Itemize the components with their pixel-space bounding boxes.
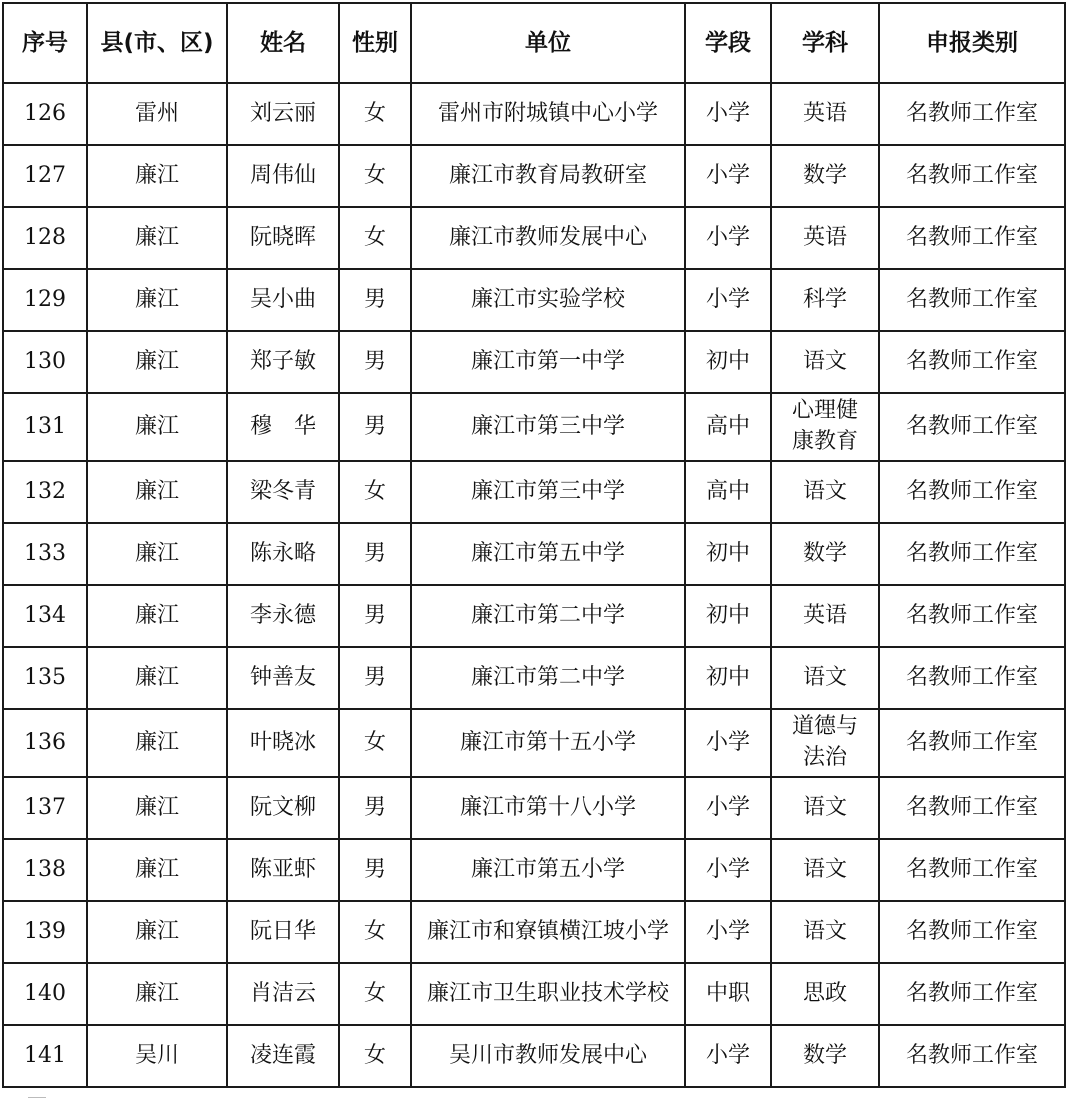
category-cell: 名教师工作室 — [879, 839, 1065, 901]
row-number-cell: 137 — [3, 777, 87, 839]
name-cell: 阮晓晖 — [227, 207, 339, 269]
row-number-cell: 133 — [3, 523, 87, 585]
category-cell: 名教师工作室 — [879, 523, 1065, 585]
table-row — [3, 585, 1065, 647]
category-cell: 名教师工作室 — [879, 393, 1065, 461]
row-number-cell: 131 — [3, 393, 87, 461]
category-cell: 名教师工作室 — [879, 269, 1065, 331]
name-cell: 梁冬青 — [227, 461, 339, 523]
subject-line: 语文 — [802, 856, 847, 882]
row-number-cell: 139 — [3, 901, 87, 963]
table-body — [3, 83, 1065, 1087]
name-cell: 阮日华 — [227, 901, 339, 963]
unit-cell: 廉江市第五小学 — [411, 839, 685, 901]
subject-line: 语文 — [802, 794, 847, 820]
name-cell: 钟善友 — [227, 647, 339, 709]
stage-cell: 小学 — [685, 709, 771, 777]
gender-cell: 女 — [339, 83, 411, 145]
row-number-cell: 136 — [3, 709, 87, 777]
subject-cell — [771, 523, 879, 585]
row-number-cell: 138 — [3, 839, 87, 901]
county-cell: 廉江 — [87, 585, 227, 647]
category-cell: 名教师工作室 — [879, 647, 1065, 709]
header-category: 申报类别 — [879, 3, 1065, 83]
category-cell: 名教师工作室 — [879, 963, 1065, 1025]
name-cell: 陈永略 — [227, 523, 339, 585]
county-cell: 廉江 — [87, 647, 227, 709]
name-cell: 刘云丽 — [227, 83, 339, 145]
gender-cell: 男 — [339, 647, 411, 709]
table-row — [3, 647, 1065, 709]
subject-cell — [771, 777, 879, 839]
name-cell: 郑子敏 — [227, 331, 339, 393]
county-cell: 廉江 — [87, 145, 227, 207]
category-cell: 名教师工作室 — [879, 585, 1065, 647]
stage-cell: 高中 — [685, 393, 771, 461]
subject-line: 道德与 — [791, 714, 858, 740]
gender-cell: 女 — [339, 461, 411, 523]
header-row — [3, 3, 1065, 83]
unit-cell: 廉江市第十八小学 — [411, 777, 685, 839]
page-edge-mark — [28, 1097, 46, 1102]
unit-cell: 廉江市第二中学 — [411, 647, 685, 709]
gender-cell: 女 — [339, 709, 411, 777]
table-row — [3, 901, 1065, 963]
roster-table — [2, 2, 1066, 1088]
unit-cell: 廉江市教育局教研室 — [411, 145, 685, 207]
table-row — [3, 963, 1065, 1025]
table-row — [3, 1025, 1065, 1087]
name-cell: 穆 华 — [227, 393, 339, 461]
row-number-cell: 135 — [3, 647, 87, 709]
stage-cell: 小学 — [685, 1025, 771, 1087]
county-cell: 廉江 — [87, 269, 227, 331]
unit-cell: 廉江市第二中学 — [411, 585, 685, 647]
name-cell: 陈亚虾 — [227, 839, 339, 901]
table-row — [3, 331, 1065, 393]
table-row — [3, 839, 1065, 901]
category-cell: 名教师工作室 — [879, 331, 1065, 393]
stage-cell: 初中 — [685, 523, 771, 585]
category-cell: 名教师工作室 — [879, 461, 1065, 523]
stage-cell: 中职 — [685, 963, 771, 1025]
gender-cell: 女 — [339, 1025, 411, 1087]
name-cell: 周伟仙 — [227, 145, 339, 207]
gender-cell: 女 — [339, 145, 411, 207]
unit-cell: 廉江市第三中学 — [411, 393, 685, 461]
county-cell: 廉江 — [87, 839, 227, 901]
subject-line: 法治 — [802, 745, 847, 770]
name-cell: 李永德 — [227, 585, 339, 647]
subject-cell — [771, 963, 879, 1025]
header-name: 姓名 — [227, 3, 339, 83]
subject-cell — [771, 839, 879, 901]
table-row — [3, 393, 1065, 461]
header-stage: 学段 — [685, 3, 771, 83]
header-county: 县(市、区) — [87, 3, 227, 83]
unit-cell: 廉江市教师发展中心 — [411, 207, 685, 269]
name-cell: 阮文柳 — [227, 777, 339, 839]
gender-cell: 女 — [339, 207, 411, 269]
subject-line: 数学 — [802, 540, 847, 566]
name-cell: 凌连霞 — [227, 1025, 339, 1087]
table-row — [3, 777, 1065, 839]
table-row — [3, 207, 1065, 269]
category-cell: 名教师工作室 — [879, 709, 1065, 777]
subject-line: 数学 — [802, 162, 847, 188]
table-header — [3, 3, 1065, 83]
name-cell: 肖洁云 — [227, 963, 339, 1025]
county-cell: 廉江 — [87, 963, 227, 1025]
county-cell: 廉江 — [87, 777, 227, 839]
gender-cell: 男 — [339, 839, 411, 901]
unit-cell: 廉江市卫生职业技术学校 — [411, 963, 685, 1025]
unit-cell: 廉江市第十五小学 — [411, 709, 685, 777]
name-cell: 叶晓冰 — [227, 709, 339, 777]
name-cell: 吴小曲 — [227, 269, 339, 331]
subject-line: 语文 — [802, 664, 847, 690]
category-cell: 名教师工作室 — [879, 145, 1065, 207]
row-number-cell: 140 — [3, 963, 87, 1025]
subject-cell — [771, 207, 879, 269]
subject-cell — [771, 83, 879, 145]
gender-cell: 男 — [339, 777, 411, 839]
subject-line: 语文 — [802, 478, 847, 504]
subject-cell — [771, 269, 879, 331]
category-cell: 名教师工作室 — [879, 901, 1065, 963]
row-number-cell: 134 — [3, 585, 87, 647]
row-number-cell: 130 — [3, 331, 87, 393]
county-cell: 廉江 — [87, 393, 227, 461]
header-subject: 学科 — [771, 3, 879, 83]
stage-cell: 小学 — [685, 145, 771, 207]
unit-cell: 廉江市和寮镇横江坡小学 — [411, 901, 685, 963]
subject-line: 语文 — [802, 918, 847, 944]
county-cell: 廉江 — [87, 207, 227, 269]
unit-cell: 廉江市第三中学 — [411, 461, 685, 523]
subject-cell — [771, 585, 879, 647]
unit-cell: 廉江市第一中学 — [411, 331, 685, 393]
subject-line: 数学 — [802, 1042, 847, 1068]
stage-cell: 小学 — [685, 207, 771, 269]
subject-cell — [771, 145, 879, 207]
stage-cell: 高中 — [685, 461, 771, 523]
stage-cell: 小学 — [685, 839, 771, 901]
unit-cell: 雷州市附城镇中心小学 — [411, 83, 685, 145]
county-cell: 廉江 — [87, 461, 227, 523]
county-cell: 雷州 — [87, 83, 227, 145]
stage-cell: 初中 — [685, 585, 771, 647]
subject-line: 思政 — [802, 980, 847, 1006]
stage-cell: 初中 — [685, 647, 771, 709]
header-gender: 性别 — [339, 3, 411, 83]
county-cell: 廉江 — [87, 523, 227, 585]
stage-cell: 小学 — [685, 269, 771, 331]
category-cell: 名教师工作室 — [879, 1025, 1065, 1087]
unit-cell: 廉江市实验学校 — [411, 269, 685, 331]
subject-cell — [771, 461, 879, 523]
table-row — [3, 83, 1065, 145]
subject-cell — [771, 901, 879, 963]
stage-cell: 小学 — [685, 83, 771, 145]
row-number-cell: 129 — [3, 269, 87, 331]
subject-cell — [771, 393, 879, 461]
table-row — [3, 461, 1065, 523]
row-number-cell: 127 — [3, 145, 87, 207]
subject-line: 英语 — [802, 602, 847, 628]
subject-cell — [771, 1025, 879, 1087]
row-number-cell: 132 — [3, 461, 87, 523]
subject-cell — [771, 709, 879, 777]
table-row — [3, 269, 1065, 331]
table-row — [3, 145, 1065, 207]
stage-cell: 初中 — [685, 331, 771, 393]
subject-cell — [771, 647, 879, 709]
subject-line: 心理健 — [791, 398, 858, 424]
category-cell: 名教师工作室 — [879, 207, 1065, 269]
gender-cell: 男 — [339, 523, 411, 585]
gender-cell: 女 — [339, 963, 411, 1025]
row-number-cell: 126 — [3, 83, 87, 145]
stage-cell: 小学 — [685, 777, 771, 839]
table-row — [3, 709, 1065, 777]
category-cell: 名教师工作室 — [879, 777, 1065, 839]
subject-line: 语文 — [802, 348, 847, 374]
county-cell: 廉江 — [87, 331, 227, 393]
subject-line: 科学 — [802, 286, 847, 312]
unit-cell: 廉江市第五中学 — [411, 523, 685, 585]
subject-line: 英语 — [802, 224, 847, 250]
unit-cell: 吴川市教师发展中心 — [411, 1025, 685, 1087]
county-cell: 廉江 — [87, 709, 227, 777]
category-cell: 名教师工作室 — [879, 83, 1065, 145]
header-no: 序号 — [3, 3, 87, 83]
subject-line: 康教育 — [791, 429, 858, 454]
stage-cell: 小学 — [685, 901, 771, 963]
header-unit: 单位 — [411, 3, 685, 83]
row-number-cell: 141 — [3, 1025, 87, 1087]
subject-cell — [771, 331, 879, 393]
gender-cell: 男 — [339, 269, 411, 331]
gender-cell: 女 — [339, 901, 411, 963]
county-cell: 吴川 — [87, 1025, 227, 1087]
gender-cell: 男 — [339, 331, 411, 393]
gender-cell: 男 — [339, 393, 411, 461]
table-row — [3, 523, 1065, 585]
subject-line: 英语 — [802, 100, 847, 126]
gender-cell: 男 — [339, 585, 411, 647]
row-number-cell: 128 — [3, 207, 87, 269]
county-cell: 廉江 — [87, 901, 227, 963]
